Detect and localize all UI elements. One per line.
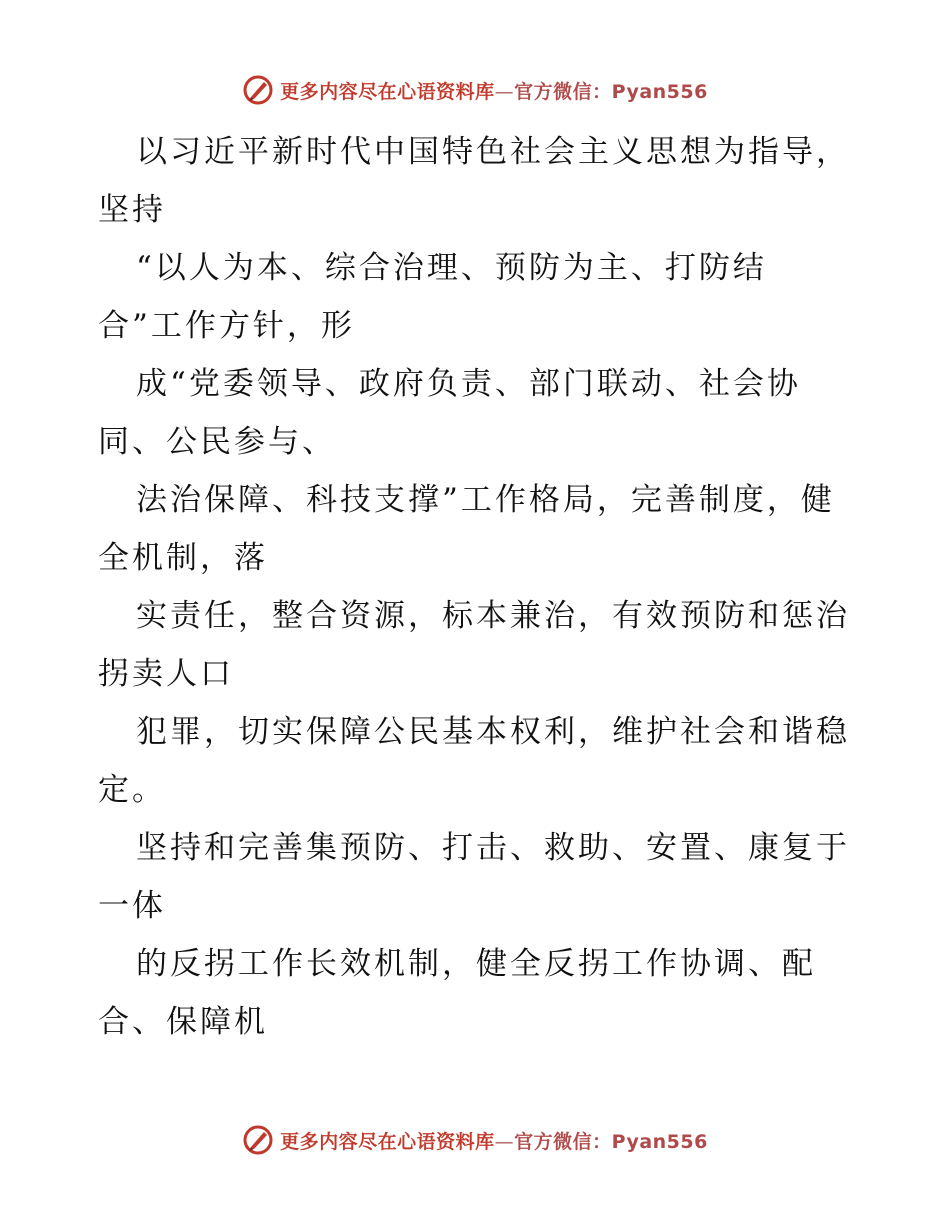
document-body (98, 123, 858, 1051)
body-line: 的反拐工作长效机制，健全反拐工作协调、配 (136, 946, 816, 982)
body-line: 合”工作方针，形 (98, 308, 355, 344)
header-watermark (0, 70, 950, 110)
body-line: 法治保障、科技支撑”工作格局，完善制度，健 (136, 482, 835, 518)
body-line: “以人为本、综合治理、预防为主、打防结 (136, 250, 767, 286)
body-line: 同、公民参与、 (98, 424, 336, 460)
footer-banner-text (280, 1127, 708, 1154)
body-line: 一体 (98, 888, 166, 924)
footer-watermark (0, 1120, 950, 1160)
body-line: 坚持和完善集预防、打击、救助、安置、康复于 (136, 830, 850, 866)
body-line: 合、保障机 (98, 1004, 268, 1040)
header-banner-text (280, 77, 708, 104)
pen-logo-icon (242, 1124, 274, 1156)
body-line: 全机制，落 (98, 540, 268, 576)
header-dash: — (494, 80, 515, 103)
body-line: 坚持 (98, 192, 166, 228)
body-line: 以习近平新时代中国特色社会主义思想为指导， (136, 134, 850, 170)
pen-logo-icon (242, 74, 274, 106)
body-line: 实责任，整合资源，标本兼治，有效预防和惩治 (136, 598, 850, 634)
footer-wechat-text: 官方微信：Pyan556 (514, 1130, 708, 1153)
footer-dash: — (494, 1130, 515, 1153)
body-line: 定。 (98, 772, 166, 808)
body-line: 拐卖人口 (98, 656, 234, 692)
header-wechat-text: 官方微信：Pyan556 (514, 80, 708, 103)
footer-site-text: 更多内容尽在心语资料库 (280, 1130, 495, 1153)
body-line: 成“党委领导、政府负责、部门联动、社会协 (136, 366, 801, 402)
body-line: 犯罪，切实保障公民基本权利，维护社会和谐稳 (136, 714, 850, 750)
header-site-text: 更多内容尽在心语资料库 (280, 80, 495, 103)
